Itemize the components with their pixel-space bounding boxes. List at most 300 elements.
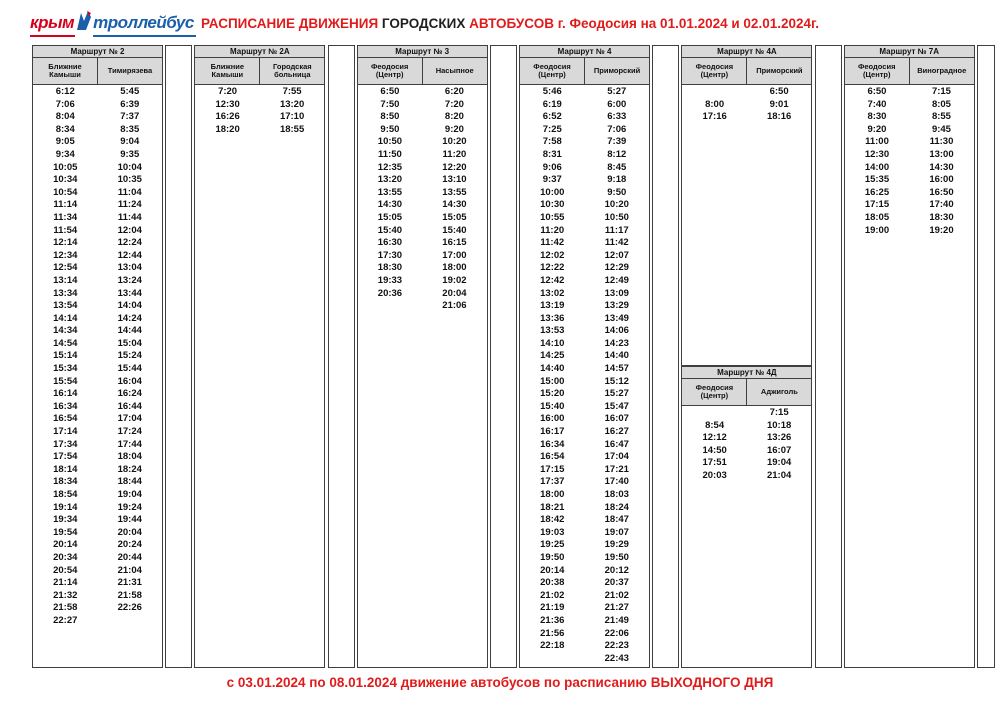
time-cell: 14:57 (604, 363, 629, 375)
route-table-4a (681, 45, 812, 366)
time-cell: 14:40 (540, 363, 565, 375)
times-grid (357, 85, 488, 668)
time-cell: 13:34 (53, 287, 78, 299)
time-cell: 8:31 (542, 148, 562, 160)
times-column (260, 86, 325, 136)
time-cell: 8:12 (607, 148, 627, 160)
column-header: Виноградное (909, 58, 974, 84)
time-cell: 21:02 (604, 589, 629, 601)
time-cell: 12:44 (117, 249, 142, 261)
times-grid (681, 85, 812, 366)
column-headers (681, 58, 812, 85)
time-cell: 7:06 (55, 98, 75, 110)
time-cell: 13:29 (604, 300, 629, 312)
time-cell: 14:14 (53, 312, 78, 324)
time-cell (358, 300, 423, 313)
column-header: Феодосия (Центр) (695, 61, 734, 79)
time-cell: 13:53 (540, 325, 565, 337)
column-header: Ближние Камыши (48, 61, 82, 79)
time-cell (98, 615, 163, 628)
time-cell: 10:50 (604, 211, 629, 223)
time-cell: 20:14 (540, 564, 565, 576)
time-cell (682, 86, 747, 99)
time-cell: 9:50 (607, 186, 627, 198)
time-cell: 16:44 (117, 400, 142, 412)
time-cell: 16:07 (604, 413, 629, 425)
time-cell: 12:30 (864, 148, 890, 160)
time-cell: 11:17 (604, 224, 629, 236)
table-divider-strip (652, 45, 679, 668)
time-cell: 9:01 (769, 98, 789, 110)
time-cell: 19:24 (117, 501, 142, 513)
time-cell: 8:55 (931, 111, 951, 123)
time-cell: 12:34 (53, 249, 78, 261)
time-cell: 20:04 (442, 287, 467, 299)
time-cell: 16:27 (604, 426, 629, 438)
time-cell: 13:09 (604, 287, 629, 299)
table-divider-strip (328, 45, 355, 668)
time-cell: 18:05 (864, 211, 890, 223)
time-cell: 18:54 (53, 489, 78, 500)
time-cell: 12:29 (604, 262, 629, 274)
time-cell: 19:04 (117, 489, 142, 500)
times-column (585, 86, 650, 665)
time-cell: 17:00 (442, 249, 467, 261)
times-grid (681, 406, 812, 668)
time-cell: 22:43 (604, 652, 629, 664)
time-cell: 8:04 (55, 111, 75, 123)
time-cell: 19:02 (442, 274, 467, 286)
time-cell: 6:12 (55, 86, 75, 97)
time-cell: 15:54 (53, 375, 78, 387)
time-cell: 11:44 (117, 211, 142, 223)
time-cell: 15:40 (377, 224, 403, 236)
time-cell: 16:00 (929, 174, 954, 186)
time-cell: 18:00 (442, 262, 467, 274)
time-cell: 21:58 (53, 602, 78, 614)
time-cell: 14:30 (442, 199, 467, 211)
time-cell: 13:36 (540, 312, 565, 324)
time-cell: 9:20 (444, 123, 464, 135)
time-cell: 18:24 (604, 501, 629, 513)
column-header: Феодосия (Центр) (857, 61, 896, 79)
times-column (422, 86, 487, 313)
times-grid (32, 85, 163, 668)
times-column (682, 407, 747, 483)
time-cell: 13:02 (540, 287, 565, 299)
time-cell: 19:50 (540, 551, 565, 563)
time-cell: 11:14 (53, 199, 78, 211)
time-cell: 7:50 (380, 98, 400, 110)
time-cell: 13:14 (53, 274, 78, 286)
route-title: Маршрут № 4А (681, 45, 812, 58)
times-column (845, 86, 910, 237)
time-cell: 15:20 (540, 388, 565, 400)
time-cell: 11:20 (540, 224, 565, 236)
route-title: Маршрут № 2 (32, 45, 163, 58)
time-cell: 8:00 (705, 98, 725, 110)
time-cell: 15:40 (540, 400, 565, 412)
time-cell: 21:02 (540, 589, 565, 601)
time-cell: 13:20 (377, 174, 403, 186)
time-cell: 16:34 (53, 400, 78, 412)
column-headers (194, 58, 325, 85)
time-cell: 9:45 (931, 123, 951, 135)
time-cell: 7:06 (607, 123, 627, 135)
time-cell: 16:47 (604, 438, 629, 450)
time-cell: 17:14 (53, 426, 78, 438)
time-cell: 11:54 (53, 224, 78, 236)
time-cell: 19:03 (540, 526, 565, 538)
logo-text-trolleybus: троллейбус (93, 13, 196, 37)
time-cell: 13:10 (442, 174, 467, 186)
time-cell: 10:55 (540, 211, 565, 223)
table-divider-strip (977, 45, 995, 668)
time-cell: 21:36 (540, 614, 565, 626)
time-cell (520, 653, 585, 666)
route-table-7a (844, 45, 975, 668)
route-tables-4a-4d (681, 45, 812, 668)
time-cell (682, 407, 747, 420)
time-cell: 16:30 (377, 237, 403, 249)
time-cell: 15:05 (377, 211, 403, 223)
time-cell: 17:10 (279, 111, 305, 123)
time-cell: 22:23 (604, 640, 629, 652)
column-header: Городская больница (259, 58, 324, 84)
time-cell: 21:56 (540, 627, 565, 639)
time-cell: 19:14 (53, 501, 78, 513)
time-cell: 10:35 (117, 174, 142, 186)
time-cell: 13:44 (117, 287, 142, 299)
time-cell: 17:40 (604, 476, 629, 488)
times-grid (194, 85, 325, 668)
time-cell: 22:18 (540, 640, 565, 652)
time-cell: 18:04 (117, 451, 142, 463)
column-header: Насыпное (422, 58, 487, 84)
column-headers (844, 58, 975, 85)
time-cell: 10:20 (604, 199, 629, 211)
time-cell: 11:24 (117, 199, 142, 211)
time-cell: 17:04 (117, 413, 142, 425)
time-cell: 6:39 (120, 98, 140, 110)
times-column (909, 86, 974, 237)
time-cell: 6:50 (769, 86, 789, 97)
time-cell: 12:14 (53, 237, 78, 249)
time-cell: 9:37 (542, 174, 562, 186)
column-header: Феодосия (Центр) (533, 61, 571, 79)
time-cell: 18:16 (766, 111, 792, 123)
time-cell: 8:35 (120, 123, 140, 135)
time-cell: 14:34 (53, 325, 78, 337)
time-cell: 11:00 (865, 136, 889, 148)
time-cell: 18:47 (604, 514, 629, 526)
time-cell: 16:50 (929, 186, 954, 198)
time-cell: 18:55 (279, 123, 305, 135)
timetables-grid (32, 45, 995, 668)
time-cell: 14:54 (53, 337, 78, 349)
time-cell: 21:58 (117, 589, 142, 601)
time-cell: 18:42 (540, 514, 565, 526)
time-cell: 16:14 (53, 388, 78, 400)
time-cell: 19:54 (53, 526, 78, 538)
page-title (0, 16, 1000, 31)
time-cell: 11:34 (53, 211, 78, 223)
time-cell: 12:35 (377, 161, 403, 173)
time-cell: 5:27 (607, 86, 627, 97)
time-cell: 11:42 (604, 237, 629, 249)
time-cell: 20:37 (604, 577, 629, 589)
time-cell: 12:20 (442, 161, 467, 173)
time-cell: 14:06 (604, 325, 629, 337)
column-header: Феодосия (Центр) (695, 382, 734, 400)
column-headers (519, 58, 650, 85)
time-cell: 14:00 (864, 161, 890, 173)
time-cell: 16:15 (442, 237, 467, 249)
table-divider-strip (815, 45, 842, 668)
time-cell: 22:06 (604, 627, 629, 639)
time-cell: 16:34 (540, 438, 565, 450)
time-cell: 12:12 (702, 432, 727, 444)
time-cell: 17:37 (540, 476, 565, 488)
time-cell: 6:52 (542, 111, 562, 123)
time-cell: 6:20 (444, 86, 464, 97)
time-cell: 17:51 (702, 457, 727, 469)
time-cell: 21:27 (604, 602, 629, 614)
time-cell: 19:00 (864, 224, 890, 236)
times-column (747, 407, 812, 483)
time-cell: 9:04 (120, 136, 140, 148)
time-cell: 14:24 (117, 312, 142, 324)
route-title: Маршрут № 7А (844, 45, 975, 58)
time-cell: 20:03 (702, 469, 727, 481)
time-cell: 6:00 (607, 98, 627, 110)
time-cell: 8:20 (444, 111, 464, 123)
time-cell: 16:07 (766, 444, 792, 456)
time-cell: 10:50 (377, 136, 403, 148)
time-cell: 18:03 (604, 489, 629, 500)
times-column (682, 86, 747, 124)
time-cell: 7:15 (931, 86, 951, 97)
time-cell: 15:34 (53, 363, 78, 375)
time-cell: 19:25 (540, 539, 565, 551)
time-cell: 14:30 (377, 199, 403, 211)
time-cell: 9:35 (120, 148, 140, 160)
route-title: Маршрут № 3 (357, 45, 488, 58)
column-header: Тимирязева (97, 58, 162, 84)
time-cell: 16:25 (864, 186, 890, 198)
time-cell: 19:34 (53, 514, 78, 526)
times-column (195, 86, 260, 136)
table-divider-strip (165, 45, 192, 668)
time-cell: 13:19 (540, 300, 565, 312)
time-cell: 11:20 (442, 148, 467, 160)
footer-note: с 03.01.2024 по 08.01.2024 движение автобусов по расписанию ВЫХОДНОГО ДНЯ (226, 675, 774, 690)
time-cell: 12:04 (117, 224, 142, 236)
time-cell: 7:58 (542, 136, 562, 148)
time-cell: 13:55 (442, 186, 467, 198)
time-cell: 18:14 (53, 463, 78, 475)
time-cell: 10:00 (540, 186, 565, 198)
time-cell: 15:12 (604, 375, 629, 387)
time-cell: 17:15 (864, 199, 890, 211)
logo-text-krym: крым (30, 13, 75, 37)
time-cell: 5:45 (120, 86, 140, 97)
time-cell: 12:54 (53, 262, 78, 274)
time-cell: 18:24 (117, 463, 142, 475)
time-cell: 13:55 (377, 186, 403, 198)
time-cell: 17:40 (929, 199, 954, 211)
time-cell: 20:38 (540, 577, 565, 589)
time-cell: 10:18 (766, 419, 792, 431)
time-cell: 11:42 (540, 237, 565, 249)
route-table-2 (32, 45, 163, 668)
time-cell: 10:54 (53, 186, 78, 198)
time-cell: 20:34 (53, 551, 78, 563)
time-cell: 20:54 (53, 564, 78, 576)
time-cell: 7:55 (282, 86, 302, 97)
time-cell: 20:24 (117, 539, 142, 551)
time-cell: 5:46 (542, 86, 562, 97)
time-cell: 9:20 (867, 123, 887, 135)
time-cell: 17:21 (604, 463, 629, 475)
time-cell: 14:04 (117, 300, 142, 312)
time-cell: 16:04 (117, 375, 142, 387)
time-cell: 14:44 (117, 325, 142, 337)
time-cell: 9:05 (55, 136, 75, 148)
route-table-4 (519, 45, 650, 668)
time-cell: 21:31 (117, 577, 142, 589)
time-cell: 19:44 (117, 514, 142, 526)
time-cell: 12:42 (540, 274, 565, 286)
time-cell: 7:39 (607, 136, 627, 148)
time-cell: 10:05 (53, 161, 78, 173)
time-cell: 18:44 (117, 476, 142, 488)
title-segment: АВТОБУСОВ (469, 16, 554, 31)
time-cell: 16:00 (540, 413, 565, 425)
time-cell: 12:24 (117, 237, 142, 249)
column-header: Приморский (584, 58, 649, 84)
time-cell: 12:22 (540, 262, 565, 274)
time-cell: 18:00 (540, 489, 565, 500)
time-cell: 15:47 (604, 400, 629, 412)
time-cell: 9:50 (380, 123, 400, 135)
time-cell: 17:54 (53, 451, 78, 463)
time-cell: 14:25 (540, 350, 565, 362)
time-cell: 21:14 (53, 577, 78, 589)
time-cell: 16:24 (117, 388, 142, 400)
time-cell: 7:15 (769, 407, 789, 418)
route-title: Маршрут № 2А (194, 45, 325, 58)
time-cell: 15:04 (117, 337, 142, 349)
times-column (358, 86, 423, 313)
route-table-3 (357, 45, 488, 668)
time-cell: 14:23 (604, 337, 629, 349)
time-cell: 20:36 (377, 287, 403, 299)
time-cell: 19:33 (377, 274, 403, 286)
time-cell: 16:26 (215, 111, 240, 123)
time-cell: 8:34 (55, 123, 75, 135)
time-cell: 6:50 (867, 86, 887, 97)
time-cell: 8:54 (705, 419, 725, 431)
time-cell: 20:12 (604, 564, 629, 576)
time-cell: 14:40 (604, 350, 629, 362)
time-cell: 22:27 (53, 614, 78, 626)
time-cell: 15:24 (117, 350, 142, 362)
time-cell: 17:30 (377, 249, 403, 261)
title-segment: ГОРОДСКИХ (381, 16, 470, 31)
time-cell: 21:49 (604, 614, 629, 626)
time-cell: 11:50 (378, 148, 402, 160)
time-cell: 12:49 (604, 274, 629, 286)
time-cell: 7:37 (120, 111, 140, 123)
time-cell: 17:04 (604, 451, 629, 463)
time-cell: 10:30 (540, 199, 565, 211)
times-column (747, 86, 812, 124)
column-headers (357, 58, 488, 85)
time-cell: 21:04 (117, 564, 142, 576)
column-header: Аджиголь (746, 379, 811, 405)
time-cell: 9:34 (55, 148, 75, 160)
column-header: Приморский (746, 58, 811, 84)
time-cell: 18:20 (215, 123, 240, 135)
times-column (33, 86, 98, 628)
time-cell: 7:20 (218, 86, 238, 97)
time-cell: 6:33 (607, 111, 627, 123)
times-grid (519, 85, 650, 668)
time-cell: 17:24 (117, 426, 142, 438)
time-cell: 9:18 (607, 174, 627, 186)
table-divider-strip (490, 45, 517, 668)
column-header: Феодосия (Центр) (370, 61, 409, 79)
time-cell: 15:14 (53, 350, 78, 362)
time-cell: 13:04 (117, 262, 142, 274)
column-headers (32, 58, 163, 85)
time-cell: 19:29 (604, 539, 629, 551)
times-column (98, 86, 163, 628)
time-cell: 17:44 (117, 438, 142, 450)
time-cell: 20:14 (53, 539, 78, 551)
time-cell: 15:40 (442, 224, 467, 236)
time-cell: 13:54 (53, 300, 78, 312)
time-cell: 7:20 (444, 98, 464, 110)
column-headers (681, 379, 812, 406)
time-cell: 6:50 (380, 86, 400, 97)
time-cell: 18:30 (377, 262, 403, 274)
time-cell: 15:27 (604, 388, 629, 400)
time-cell: 19:50 (604, 551, 629, 563)
time-cell: 14:50 (702, 444, 727, 456)
time-cell: 8:30 (867, 111, 887, 123)
time-cell: 14:30 (929, 161, 954, 173)
time-cell: 20:04 (117, 526, 142, 538)
time-cell: 19:20 (929, 224, 954, 236)
times-column (520, 86, 585, 665)
time-cell: 17:15 (540, 463, 565, 475)
time-cell: 15:35 (864, 174, 890, 186)
time-cell: 10:20 (442, 136, 467, 148)
time-cell: 12:02 (540, 249, 565, 261)
time-cell: 18:34 (53, 476, 78, 488)
time-cell: 19:04 (766, 457, 792, 469)
time-cell: 16:54 (540, 451, 565, 463)
time-cell: 15:05 (442, 211, 467, 223)
title-segment: г. Феодосия на 01.01.2024 и 02.01.2024г. (553, 16, 820, 31)
route-title: Маршрут № 4 (519, 45, 650, 58)
time-cell: 13:24 (117, 274, 142, 286)
time-cell: 18:21 (540, 501, 565, 513)
route-table-2a (194, 45, 325, 668)
time-cell: 21:19 (540, 602, 565, 614)
